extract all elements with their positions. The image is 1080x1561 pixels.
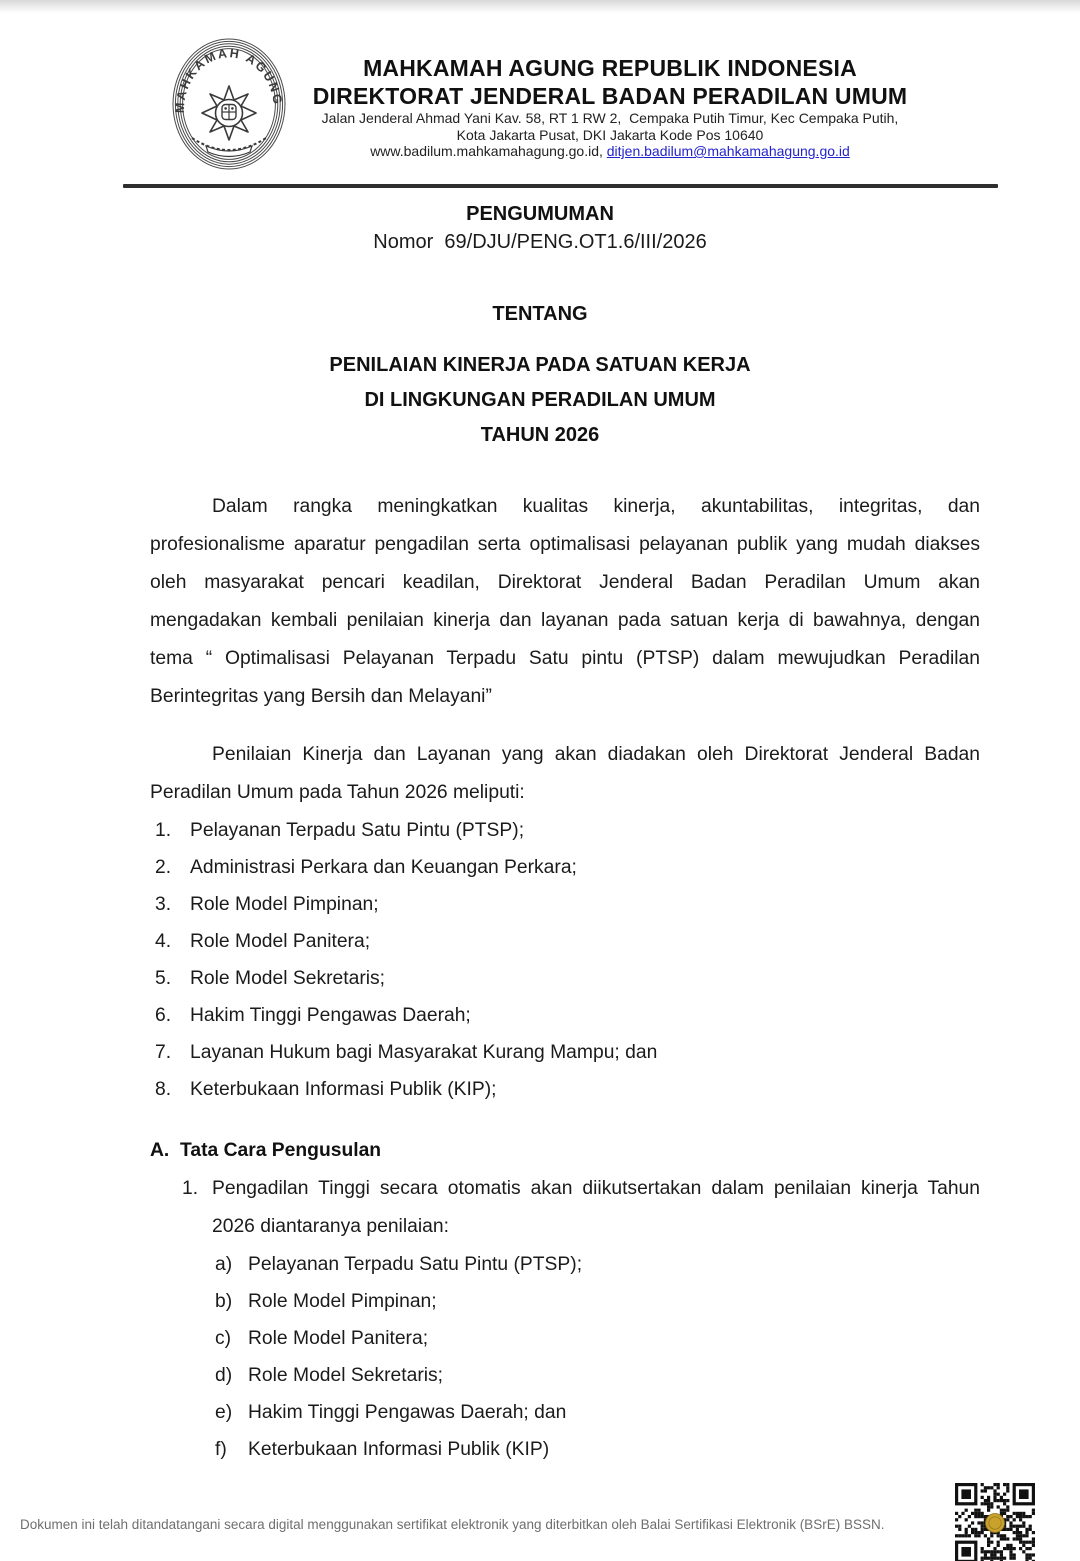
section-a-heading <box>150 1132 980 1170</box>
contact-line <box>290 144 930 160</box>
list-item-text: Role Model Panitera; <box>190 931 371 952</box>
top-edge-shadow <box>0 0 1080 13</box>
assessment-list <box>150 812 980 1108</box>
sublist-item-letter: f) <box>215 1439 227 1460</box>
list-item <box>150 849 980 886</box>
list-item <box>150 923 980 960</box>
list-item-number: 3. <box>155 894 172 915</box>
sublist-item <box>150 1357 980 1394</box>
website-text: www.badilum.mahkamahagung.go.id, <box>370 143 607 159</box>
address-line2: Kota Jakarta Pusat, DKI Jakarta Kode Pos 10640 <box>456 126 764 143</box>
sublist-item <box>150 1246 980 1283</box>
sublist-item <box>150 1283 980 1320</box>
subject-line2: DI LINGKUNGAN PERADILAN UMUM <box>364 389 716 411</box>
doc-subject <box>0 348 1080 453</box>
sublist-item-text: Hakim Tinggi Pengawas Daerah; dan <box>248 1402 567 1423</box>
letterhead-divider <box>123 184 998 188</box>
list-item <box>150 812 980 849</box>
list-item <box>150 886 980 923</box>
sublist-item-letter: d) <box>215 1365 233 1386</box>
list-item-number: 5. <box>155 968 172 989</box>
org-name-line2: DIREKTORAT JENDERAL BADAN PERADILAN UMUM <box>312 83 908 109</box>
list-item-text: Role Model Sekretaris; <box>190 968 386 989</box>
org-name-line1: MAHKAMAH AGUNG REPUBLIK INDONESIA <box>363 55 857 81</box>
letterhead <box>290 54 930 160</box>
subject-line1: PENILAIAN KINERJA PADA SATUAN KERJA <box>329 354 751 376</box>
section-a-item1-number: 1. <box>182 1178 199 1199</box>
address-line1: Jalan Jenderal Ahmad Yani Kav. 58, RT 1 RW 2, Cempaka Putih Timur, Kec Cempaka Putih, <box>321 110 899 126</box>
list-item <box>150 1034 980 1071</box>
svg-text:MAHKAMAH AGUNG: MAHKAMAH AGUNG <box>172 46 286 114</box>
digital-signature-note: Dokumen ini telah ditandatangani secara digital menggunakan sertifikat elektronik yang diterbitkan oleh Balai Sertifikasi Elektronik (BSrE) BSSN. <box>20 1517 885 1532</box>
section-a-title: Tata Cara Pengusulan <box>180 1140 382 1161</box>
list-item <box>150 997 980 1034</box>
doc-number: Nomor 69/DJU/PENG.OT1.6/III/2026 <box>373 231 707 253</box>
sublist-item-text: Keterbukaan Informasi Publik (KIP) <box>248 1439 550 1460</box>
title-block <box>0 200 1080 453</box>
about-label: TENTANG <box>492 303 588 325</box>
section-a-item1 <box>150 1170 980 1246</box>
section-a-label: A. <box>150 1140 170 1161</box>
section-a-sublist <box>150 1246 980 1468</box>
list-item-text: Role Model Pimpinan; <box>190 894 379 915</box>
sublist-item <box>150 1431 980 1468</box>
bsre-qr-code-icon <box>955 1483 1035 1561</box>
section-a-item1-text: Pengadilan Tinggi secara otomatis akan diikutsertakan dalam penilaian kinerja Tahun 2026 diantaranya penilaian: <box>212 1178 980 1237</box>
list-item-number: 6. <box>155 1005 172 1026</box>
list-item-text: Hakim Tinggi Pengawas Daerah; <box>190 1005 471 1026</box>
sublist-item-text: Role Model Sekretaris; <box>248 1365 444 1386</box>
sublist-item <box>150 1394 980 1431</box>
paragraph-scope: Penilaian Kinerja dan Layanan yang akan diadakan oleh Direktorat Jenderal Badan Peradilan Umum pada Tahun 2026 meliputi: <box>150 744 980 803</box>
list-item-text: Administrasi Perkara dan Keuangan Perkara; <box>190 857 577 878</box>
list-item-text: Layanan Hukum bagi Masyarakat Kurang Mampu; dan <box>190 1042 658 1063</box>
mahkamah-agung-seal-icon <box>170 36 288 172</box>
sublist-item-letter: c) <box>215 1328 232 1349</box>
document-body <box>150 488 980 1468</box>
paragraph-intro: Dalam rangka meningkatkan kualitas kinerja, akuntabilitas, integritas, dan profesionalisme aparatur pengadilan serta optimalisasi pelayanan publik yang mudah diakses oleh masyarakat pencari keadilan, Direktorat Jenderal Badan Peradilan Umum akan mengadakan kembali penilaian kinerja dan layanan pada satuan kerja di bawahnya, dengan tema “ Optimalisasi Pelayanan Terpadu Satu pintu (PTSP) dalam mewujudkan Peradilan Berintegritas yang Bersih dan Melayani” <box>150 496 980 707</box>
list-item-number: 7. <box>155 1042 172 1063</box>
email-link[interactable]: ditjen.badilum@mahkamahagung.go.id <box>606 143 850 159</box>
list-item-text: Keterbukaan Informasi Publik (KIP); <box>190 1079 497 1100</box>
sublist-item-letter: b) <box>215 1291 233 1312</box>
subject-line3: TAHUN 2026 <box>480 424 600 446</box>
sublist-item-text: Pelayanan Terpadu Satu Pintu (PTSP); <box>248 1254 583 1275</box>
list-item-number: 8. <box>155 1079 172 1100</box>
list-item <box>150 960 980 997</box>
doc-type-title: PENGUMUMAN <box>466 203 614 225</box>
list-item-number: 2. <box>155 857 172 878</box>
sublist-item-text: Role Model Panitera; <box>248 1328 429 1349</box>
sublist-item-letter: a) <box>215 1254 233 1275</box>
list-item-text: Pelayanan Terpadu Satu Pintu (PTSP); <box>190 820 525 841</box>
sublist-item <box>150 1320 980 1357</box>
list-item-number: 1. <box>155 820 172 841</box>
sublist-item-letter: e) <box>215 1402 233 1423</box>
sublist-item-text: Role Model Pimpinan; <box>248 1291 437 1312</box>
list-item <box>150 1071 980 1108</box>
list-item-number: 4. <box>155 931 172 952</box>
